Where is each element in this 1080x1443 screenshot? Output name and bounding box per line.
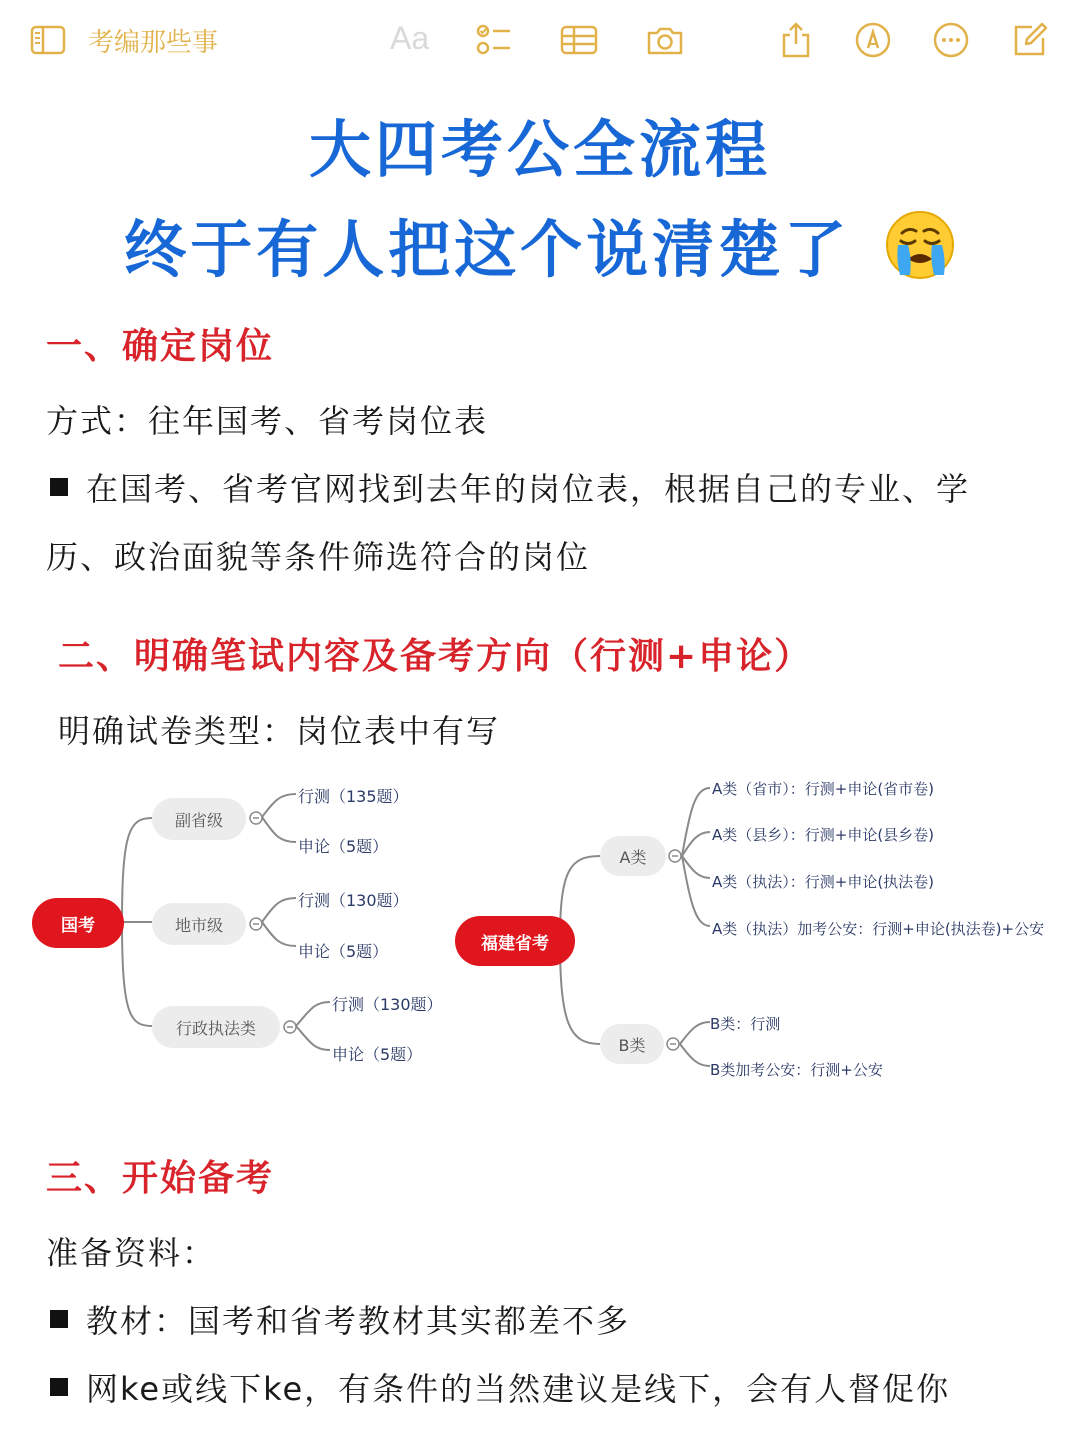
mindmap-leaf: 申论（5题） xyxy=(298,942,389,961)
fujian-branch-b: B类 xyxy=(600,1024,664,1064)
section3-bullet2-wrapper xyxy=(50,1364,950,1410)
mindmap-leaf: 行测（130题） xyxy=(332,995,443,1014)
crying-face-icon xyxy=(884,209,956,281)
mindmap-leaf: A类（执法）：行测+申论(执法卷) xyxy=(712,873,935,891)
mindmap-leaf: 行测（130题） xyxy=(298,891,409,910)
note-title-line1: 大四考公全流程 xyxy=(308,113,771,186)
camera-button[interactable] xyxy=(643,18,687,62)
checklist-icon xyxy=(474,20,514,60)
guokao-branch-fushengji: 副省级 xyxy=(152,798,246,840)
mindmap-leaf: 行测（135题） xyxy=(298,787,409,806)
section3-heading: 三、开始备考 xyxy=(46,1158,275,1199)
mindmap-leaf: 申论（5题） xyxy=(298,837,389,856)
section1-method: 方式：往年国考、省考岗位表 xyxy=(46,402,489,440)
more-button[interactable] xyxy=(929,18,973,62)
bullet-icon xyxy=(50,1378,68,1396)
section2-sub: 明确试卷类型：岗位表中有写 xyxy=(58,712,501,750)
mindmap-image xyxy=(0,770,1080,1090)
mindmap-leaf: B类加考公安：行测+公安 xyxy=(710,1061,883,1079)
section3-bullet1: 教材：国考和省考教材其实都差不多 xyxy=(86,1302,631,1340)
section2-heading: 二、明确笔试内容及备考方向（行测+申论） xyxy=(58,636,813,677)
checklist-button[interactable] xyxy=(472,18,516,62)
format-button[interactable]: Aa xyxy=(390,20,430,56)
more-icon xyxy=(931,20,971,60)
guokao-branch-dishiji: 地市级 xyxy=(152,903,246,945)
table-icon xyxy=(559,20,599,60)
share-icon xyxy=(776,20,816,60)
section1-bullet-line2: 历、政治面貌等条件筛选符合的岗位 xyxy=(46,538,591,576)
bullet-icon xyxy=(50,1310,68,1328)
note-title-line2-wrapper xyxy=(0,200,1080,289)
markup-icon xyxy=(853,20,893,60)
mindmap-leaf: A类（省市）：行测+申论(省市卷) xyxy=(712,780,935,798)
note-title-line2: 终于有人把这个说清楚了 xyxy=(124,213,851,286)
fujian-root-node: 福建省考 xyxy=(455,916,575,966)
guokao-branch-xingzhengzhifa: 行政执法类 xyxy=(152,1006,280,1048)
mindmap-leaf: A类（执法）加考公安：行测+申论(执法卷)+公安 xyxy=(712,920,1045,938)
compose-icon xyxy=(1010,20,1050,60)
notes-toolbar xyxy=(0,0,1080,80)
markup-button[interactable] xyxy=(851,18,895,62)
section3-bullet1-wrapper xyxy=(50,1296,630,1342)
sidebar-icon xyxy=(28,20,68,60)
table-button[interactable] xyxy=(557,18,601,62)
share-button[interactable] xyxy=(774,18,818,62)
section1-bullet-line1: 在国考、省考官网找到去年的岗位表，根据自己的专业、学 xyxy=(86,470,971,508)
compose-button[interactable] xyxy=(1008,18,1052,62)
bullet-icon xyxy=(50,478,68,496)
section3-prep: 准备资料： xyxy=(46,1234,217,1272)
camera-icon xyxy=(645,20,685,60)
section1-bullet-line1-wrapper xyxy=(50,464,970,510)
folder-title[interactable]: 考编那些事 xyxy=(88,28,219,58)
guokao-root-node: 国考 xyxy=(32,898,124,948)
mindmap-leaf: B类：行测 xyxy=(710,1015,781,1033)
fujian-branch-a: A类 xyxy=(600,836,666,876)
section3-bullet2: 网ke或线下ke，有条件的当然建议是线下，会有人督促你 xyxy=(86,1370,951,1408)
section1-heading: 一、确定岗位 xyxy=(46,326,275,367)
sidebar-toggle-button[interactable] xyxy=(26,18,70,62)
mindmap-leaf: A类（县乡）：行测+申论(县乡卷) xyxy=(712,826,935,844)
mindmap-leaf: 申论（5题） xyxy=(332,1045,423,1064)
